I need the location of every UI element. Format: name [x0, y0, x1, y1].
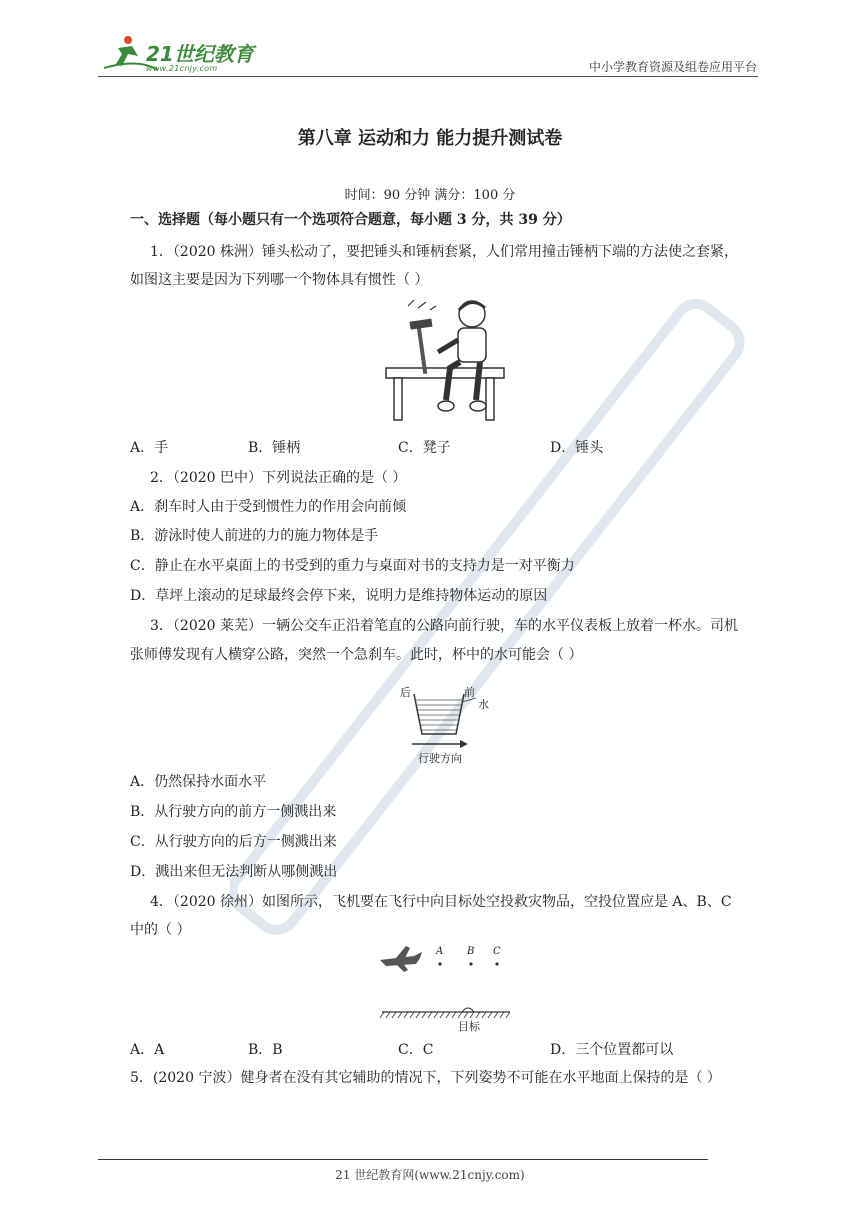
q1-stem-line1: 1．（2020 株洲）锤头松动了，要把锤头和锤柄套紧，人们常用撞击锤柄下端的方法使之套紧， — [150, 244, 738, 260]
q3-option-a: A．仍然保持水面水平 — [130, 774, 267, 790]
q2-option-c: C．静止在水平桌面上的书受到的重力与桌面对书的支持力是一对平衡力 — [130, 558, 575, 574]
logo-text: 21世纪教育 — [146, 42, 254, 66]
platform-name: 中小学教育资源及组卷应用平台 — [588, 60, 757, 74]
q1-option-b: B．锤柄 — [248, 440, 301, 456]
header-divider — [98, 76, 758, 77]
footer-text: 21 世纪教育网(www.21cnjy.com) — [335, 1168, 525, 1182]
exam-meta: 时间：90 分钟 满分：100 分 — [344, 188, 516, 203]
q1-stem-line2: 如图这主要是因为下列哪一个物体具有惯性（ ） — [130, 272, 429, 288]
q4-stem-line1: 4．（2020 徐州）如图所示，飞机要在飞行中向目标处空投救灾物品，空投位置应是 A、B、C — [150, 894, 732, 910]
q4-option-c: C．C — [398, 1042, 434, 1058]
q3-option-d: D．溅出来但无法判断从哪侧溅出 — [130, 864, 338, 880]
q1-option-c: C．凳子 — [398, 440, 451, 456]
logo-url: www.21cnjy.com — [146, 64, 218, 73]
airplane-icon — [380, 946, 422, 972]
page-title: 第八章 运动和力 能力提升测试卷 — [297, 128, 563, 149]
q1-option-a: A．手 — [130, 440, 169, 456]
q1-hammer-boy-figure — [380, 296, 510, 426]
q2-option-a: A．刹车时人由于受到惯性力的作用会向前倾 — [130, 499, 407, 515]
footer-divider — [98, 1159, 708, 1160]
q2-option-d: D．草坪上滚动的足球最终会停下来，说明力是维持物体运动的原因 — [130, 588, 548, 604]
q4-label-c: C — [493, 946, 501, 957]
q4-stem-line2: 中的（ ） — [130, 922, 191, 938]
q2-stem: 2．（2020 巴中）下列说法正确的是（ ） — [150, 470, 407, 486]
q3-stem-line2: 张师傅发现有人横穿公路，突然一个急刹车。此时，杯中的水可能会（ ） — [130, 647, 583, 663]
q1-option-d: D．锤头 — [550, 440, 604, 456]
q5-stem: 5．(2020 宁波）健身者在没有其它辅助的情况下，下列姿势不可能在水平地面上保持的是（ ） — [130, 1070, 721, 1086]
q3-label-back: 后 — [400, 686, 411, 699]
q3-label-water: 水 — [478, 698, 489, 711]
q3-option-c: C．从行驶方向的后方一侧溅出来 — [130, 834, 337, 850]
q3-label-direction: 行驶方向 — [418, 752, 462, 765]
q4-option-a: A．A — [130, 1042, 165, 1058]
q3-stem-line1: 3．（2020 莱芜）一辆公交车正沿着笔直的公路向前行驶，车的水平仪表板上放着一杯水。司机 — [150, 618, 738, 634]
section-heading: 一、选择题（每小题只有一个选项符合题意，每小题 3 分，共 39 分） — [130, 212, 571, 228]
q2-option-b: B．游泳时使人前进的力的施力物体是手 — [130, 528, 379, 544]
q4-option-d: D．三个位置都可以 — [550, 1042, 674, 1058]
q4-label-target: 目标 — [458, 1020, 480, 1033]
q4-label-a: A — [436, 946, 444, 957]
q4-option-b: B．B — [248, 1042, 283, 1058]
q3-label-front: 前 — [464, 686, 475, 699]
q4-label-b: B — [467, 946, 475, 957]
q3-option-b: B．从行驶方向的前方一侧溅出来 — [130, 804, 337, 820]
